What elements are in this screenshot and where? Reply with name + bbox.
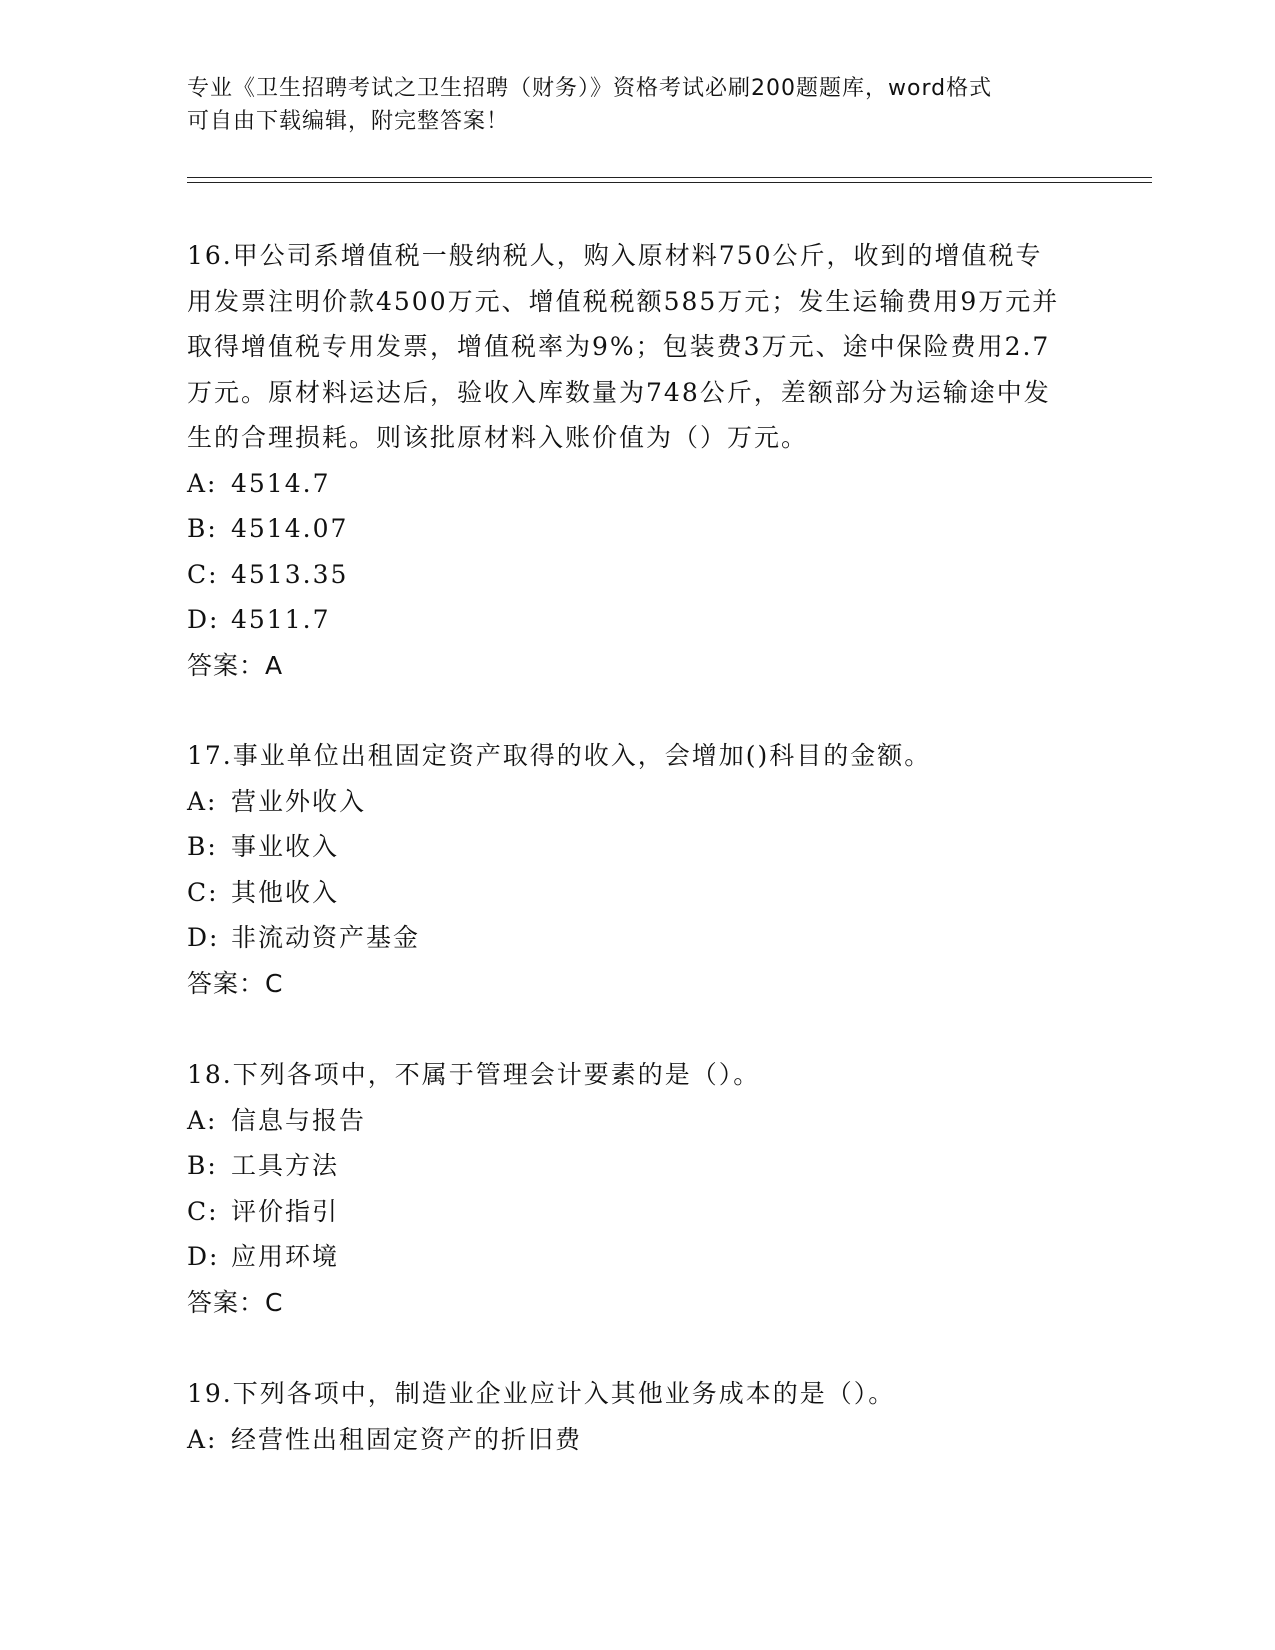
header-divider-bottom (187, 182, 1152, 183)
option-text: 4513.35 (231, 559, 349, 589)
option-text: 4511.7 (231, 605, 331, 634)
option-key: C: (187, 877, 219, 907)
header-line-2: 可自由下载编辑，附完整答案！ (187, 109, 510, 134)
option-text: 工具方法 (231, 1151, 340, 1180)
option-a (187, 779, 1067, 825)
option-key: B: (187, 514, 218, 543)
question-stem: 18.下列各项中，不属于管理会计要素的是（）。 (187, 1060, 761, 1089)
option-text: 经营性出租固定资产的折旧费 (231, 1424, 583, 1454)
option-text: 信息与报告 (231, 1105, 367, 1135)
option-key: C: (187, 559, 219, 589)
option-text: 其他收入 (231, 877, 340, 907)
option-a (187, 1417, 1067, 1463)
question-stem: 16.甲公司系增值税一般纳税人，购入原材料750公斤，收到的增值税专用发票注明价款4500万元、增值税税额585万元；发生运输费用9万元并取得增值税专用发票，增值税率为9%；包装费3万元、途中保险费用2.7万元。原材料运达后，验收入库数量为748公斤，差额部分为运输途中发生的合理损耗。则该批原材料入账价值为（）万元。 (187, 241, 1060, 452)
question-17 (187, 733, 1067, 1006)
document-header (187, 72, 1067, 138)
option-key: B: (187, 1151, 218, 1180)
answer: 答案：C (187, 968, 284, 998)
option-a (187, 461, 1067, 507)
option-key: A: (187, 786, 218, 816)
option-text: 4514.7 (231, 468, 331, 498)
option-b (187, 824, 1067, 870)
question-stem: 19.下列各项中，制造业企业应计入其他业务成本的是（）。 (187, 1379, 896, 1408)
option-key: D: (187, 1242, 220, 1271)
option-a (187, 1098, 1067, 1144)
option-d (187, 1234, 1067, 1280)
option-b (187, 506, 1067, 552)
option-c (187, 1189, 1067, 1235)
option-key: C: (187, 1196, 219, 1226)
option-text: 评价指引 (231, 1196, 340, 1226)
option-key: A: (187, 1105, 218, 1135)
option-text: 4514.07 (231, 514, 349, 543)
option-key: A: (187, 1424, 218, 1454)
header-line-1: 专业《卫生招聘考试之卫生招聘（财务）》资格考试必刷200题题库，word格式 (187, 76, 993, 101)
option-d (187, 597, 1067, 643)
option-text: 营业外收入 (231, 786, 367, 816)
answer: 答案：A (187, 650, 284, 680)
option-key: D: (187, 923, 220, 952)
option-text: 应用环境 (231, 1242, 340, 1271)
option-text: 非流动资产基金 (231, 923, 421, 952)
option-b (187, 1143, 1067, 1189)
option-key: D: (187, 605, 220, 634)
option-d (187, 915, 1067, 961)
option-c (187, 870, 1067, 916)
question-16 (187, 233, 1067, 688)
question-18 (187, 1052, 1067, 1325)
question-19 (187, 1371, 1067, 1462)
answer: 答案：C (187, 1287, 284, 1317)
option-key: B: (187, 832, 218, 861)
option-c (187, 552, 1067, 598)
option-key: A: (187, 468, 218, 498)
question-stem: 17.事业单位出租固定资产取得的收入，会增加()科目的金额。 (187, 741, 932, 770)
header-divider-top (187, 177, 1152, 178)
option-text: 事业收入 (231, 832, 340, 861)
